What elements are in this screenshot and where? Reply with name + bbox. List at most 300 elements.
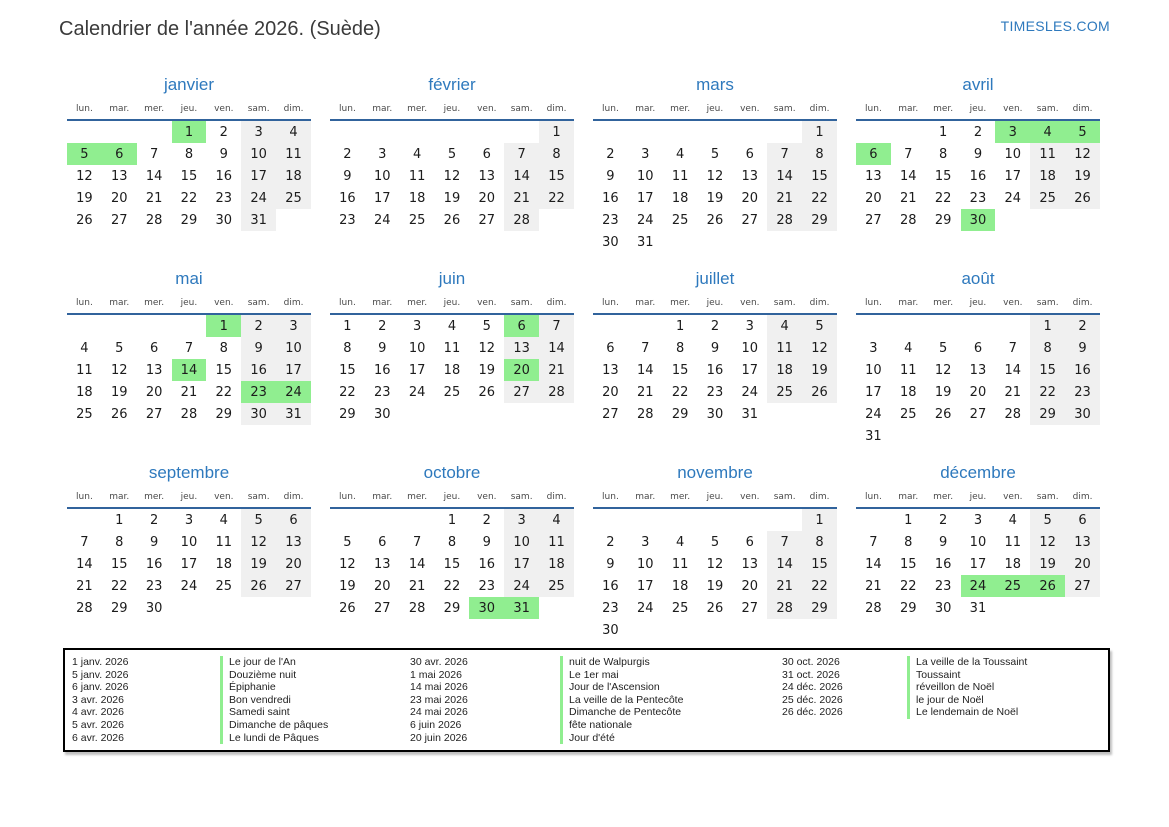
day-cell: 13	[110, 168, 128, 184]
legend-date: 5 janv. 2026	[72, 668, 129, 681]
empty-cell	[767, 120, 802, 143]
day-cell: 6	[149, 340, 159, 356]
weekday-header: ven.	[1003, 298, 1023, 308]
legend-label: nuit de Walpurgis	[560, 656, 782, 669]
day-cell: 17	[636, 578, 654, 594]
weekday-header: ven.	[214, 104, 234, 114]
empty-cell	[698, 508, 733, 531]
empty-cell	[400, 403, 435, 425]
empty-cell	[435, 120, 470, 143]
week-row	[593, 619, 837, 641]
week-row	[593, 231, 837, 253]
day-cell: 20	[276, 553, 311, 575]
weekday-header: jeu.	[969, 492, 987, 502]
months-grid	[67, 75, 1100, 657]
day-cell: 11	[76, 362, 93, 378]
day-cell: 30	[469, 597, 504, 619]
week-row	[856, 337, 1100, 359]
day-cell: 23	[1065, 381, 1100, 403]
day-cell: 17	[1004, 168, 1022, 184]
weekday-header: sam.	[1036, 104, 1059, 114]
day-cell: 4	[1008, 512, 1017, 528]
day-cell: 6	[745, 534, 754, 550]
week-row	[593, 165, 837, 187]
weekday-header: dim.	[1072, 104, 1093, 114]
day-cell: 1	[802, 120, 837, 143]
empty-cell	[856, 120, 891, 143]
day-cell: 6	[745, 146, 754, 162]
day-cell: 5	[67, 143, 102, 165]
week-row	[593, 209, 837, 231]
day-cell: 22	[1030, 381, 1065, 403]
empty-cell	[961, 314, 996, 337]
day-cell: 10	[504, 531, 539, 553]
day-cell: 6	[606, 340, 615, 356]
day-cell: 20	[741, 190, 759, 206]
day-cell: 3	[641, 146, 650, 162]
day-cell: 22	[802, 575, 837, 597]
legend-label: Bon vendredi	[220, 694, 410, 707]
day-cell: 29	[802, 597, 837, 619]
day-cell: 29	[215, 406, 233, 422]
day-cell: 25	[215, 578, 233, 594]
day-cell: 5	[710, 534, 720, 550]
day-cell: 2	[606, 146, 615, 162]
day-cell: 22	[539, 187, 574, 209]
day-cell: 11	[1030, 143, 1065, 165]
month-calendar	[593, 295, 837, 425]
day-cell: 5	[482, 318, 491, 334]
day-cell: 16	[215, 168, 233, 184]
day-cell: 10	[865, 362, 882, 378]
day-cell: 10	[373, 168, 391, 184]
empty-cell	[1030, 209, 1065, 231]
day-cell: 28	[539, 381, 574, 403]
weekday-header: lun.	[76, 492, 93, 502]
day-cell: 11	[539, 531, 574, 553]
empty-cell	[767, 231, 802, 253]
day-cell: 30	[1065, 403, 1100, 425]
day-cell: 16	[934, 556, 952, 572]
day-cell: 23	[969, 190, 987, 206]
day-cell: 23	[602, 600, 619, 616]
day-cell: 16	[373, 362, 391, 378]
day-cell: 7	[412, 534, 422, 550]
day-cell: 30	[215, 212, 233, 228]
day-cell: 7	[904, 146, 913, 162]
legend-label: fête nationale	[560, 719, 782, 732]
empty-cell	[469, 120, 504, 143]
weekday-header: mer.	[670, 104, 691, 114]
weekday-header: dim.	[1072, 298, 1093, 308]
site-link[interactable]: TIMESLES.COM	[1000, 18, 1110, 34]
day-cell: 17	[636, 190, 654, 206]
day-cell: 27	[865, 212, 882, 228]
day-cell: 1	[115, 512, 124, 528]
day-cell: 29	[899, 600, 917, 616]
day-cell: 21	[636, 384, 654, 400]
week-row	[67, 359, 311, 381]
day-cell: 1	[343, 318, 352, 334]
day-cell: 13	[373, 556, 391, 572]
month-title: mai	[175, 269, 203, 288]
legend-date: 26 déc. 2026	[782, 706, 843, 719]
day-cell: 6	[482, 146, 491, 162]
day-cell: 30	[961, 209, 996, 231]
day-cell: 23	[339, 212, 356, 228]
day-cell: 30	[602, 622, 619, 638]
weekday-header: ven.	[214, 492, 234, 502]
day-cell: 5	[115, 340, 124, 356]
empty-cell	[469, 403, 504, 425]
day-cell: 5	[1065, 120, 1100, 143]
weekday-header: dim.	[283, 298, 304, 308]
day-cell: 10	[1004, 146, 1022, 162]
legend-date: 25 déc. 2026	[782, 693, 843, 706]
weekday-header: jeu.	[706, 298, 724, 308]
weekday-header: dim.	[546, 492, 567, 502]
day-cell: 28	[180, 406, 198, 422]
day-cell: 14	[767, 553, 802, 575]
week-row	[856, 143, 1100, 165]
day-cell: 18	[671, 578, 689, 594]
day-cell: 9	[973, 146, 983, 162]
day-cell: 20	[602, 384, 619, 400]
day-cell: 7	[504, 143, 539, 165]
week-row	[330, 337, 574, 359]
month-title: août	[961, 269, 995, 288]
month-calendar	[67, 489, 311, 619]
day-cell: 10	[741, 340, 759, 356]
empty-cell	[628, 508, 663, 531]
empty-cell	[628, 619, 663, 641]
day-cell: 25	[408, 212, 426, 228]
day-cell: 20	[969, 384, 987, 400]
legend-date: 30 avr. 2026	[410, 656, 468, 668]
month-title: mars	[696, 75, 734, 94]
legend-label: Le lendemain de Noël	[907, 706, 1101, 719]
empty-cell	[767, 508, 802, 531]
day-cell: 16	[1065, 359, 1100, 381]
day-cell: 26	[706, 212, 724, 228]
week-row	[330, 314, 574, 337]
day-cell: 24	[636, 600, 654, 616]
empty-cell	[1030, 425, 1065, 447]
empty-cell	[663, 508, 698, 531]
weekday-header: sam.	[510, 104, 533, 114]
empty-cell	[698, 619, 733, 641]
week-row	[856, 209, 1100, 231]
weekday-header: jeu.	[706, 104, 724, 114]
day-cell: 14	[899, 168, 917, 184]
legend-label: Dimanche de Pentecôte	[560, 706, 782, 719]
day-cell: 14	[865, 556, 882, 572]
day-cell: 15	[443, 556, 461, 572]
day-cell: 13	[865, 168, 882, 184]
day-cell: 12	[706, 556, 724, 572]
weekday-header: lun.	[76, 104, 93, 114]
empty-cell	[137, 120, 172, 143]
weekday-header: jeu.	[443, 492, 461, 502]
day-cell: 27	[373, 600, 391, 616]
weekday-header-row	[593, 489, 837, 508]
day-cell: 24	[373, 212, 391, 228]
empty-cell	[539, 209, 574, 231]
day-cell: 13	[741, 556, 759, 572]
day-cell: 9	[606, 556, 615, 572]
week-row	[67, 337, 311, 359]
day-cell: 19	[706, 578, 724, 594]
month-title: avril	[962, 75, 994, 94]
empty-cell	[732, 619, 767, 641]
day-cell: 18	[76, 384, 93, 400]
month-calendar	[330, 489, 574, 619]
day-cell: 16	[478, 556, 496, 572]
empty-cell	[802, 619, 837, 641]
day-cell: 1	[539, 120, 574, 143]
legend-label: Le lundi de Pâques	[220, 732, 410, 745]
weekday-header: lun.	[339, 104, 356, 114]
week-row	[330, 575, 574, 597]
empty-cell	[102, 314, 137, 337]
month-calendar	[856, 101, 1100, 231]
empty-cell	[856, 314, 891, 337]
week-row	[67, 553, 311, 575]
empty-cell	[961, 425, 996, 447]
day-cell: 26	[706, 600, 724, 616]
day-cell: 19	[110, 384, 128, 400]
legend-label: Jour d'été	[560, 732, 782, 745]
day-cell: 28	[767, 597, 802, 619]
day-cell: 26	[478, 384, 496, 400]
day-cell: 26	[1065, 187, 1100, 209]
empty-cell	[767, 619, 802, 641]
day-cell: 2	[606, 534, 615, 550]
day-cell: 15	[110, 556, 128, 572]
day-cell: 8	[938, 146, 948, 162]
day-cell: 4	[80, 340, 89, 356]
legend-date: 24 déc. 2026	[782, 681, 843, 694]
weekday-header: lun.	[865, 104, 882, 114]
day-cell: 27	[741, 600, 759, 616]
empty-cell	[435, 403, 470, 425]
day-cell: 26	[339, 600, 356, 616]
day-cell: 29	[110, 600, 128, 616]
day-cell: 17	[373, 190, 391, 206]
empty-cell	[1065, 597, 1100, 619]
day-cell: 12	[339, 556, 356, 572]
week-row	[330, 597, 574, 619]
day-cell: 6	[276, 508, 311, 531]
empty-cell	[593, 508, 628, 531]
day-cell: 29	[671, 406, 689, 422]
day-cell: 28	[408, 600, 426, 616]
day-cell: 13	[145, 362, 163, 378]
day-cell: 17	[180, 556, 198, 572]
month-title: octobre	[423, 463, 481, 482]
day-cell: 10	[408, 340, 426, 356]
day-cell: 26	[443, 212, 461, 228]
empty-cell	[67, 120, 102, 143]
empty-cell	[891, 314, 926, 337]
legend-label: Le 1er mai	[560, 669, 782, 682]
weekday-header: mer.	[407, 298, 428, 308]
day-cell: 27	[602, 406, 619, 422]
day-cell: 12	[1030, 531, 1065, 553]
legend-column	[410, 656, 782, 750]
month-décembre	[856, 463, 1100, 657]
day-cell: 25	[995, 575, 1030, 597]
weekday-header: mer.	[933, 298, 954, 308]
weekday-header: dim.	[546, 104, 567, 114]
legend-date: 1 mai 2026	[410, 668, 462, 681]
day-cell: 16	[602, 190, 619, 206]
page-title: Calendrier de l'année 2026. (Suède)	[59, 18, 381, 40]
empty-cell	[995, 425, 1030, 447]
weekday-header: sam.	[510, 298, 533, 308]
weekday-header: mar.	[109, 492, 130, 502]
weekday-header: mer.	[670, 492, 691, 502]
day-cell: 22	[339, 384, 356, 400]
day-cell: 1	[938, 124, 948, 140]
week-row	[67, 187, 311, 209]
day-cell: 15	[802, 553, 837, 575]
weekday-header: sam.	[1036, 298, 1059, 308]
day-cell: 29	[339, 406, 356, 422]
weekday-header-row	[330, 101, 574, 120]
day-cell: 14	[636, 362, 654, 378]
day-cell: 16	[706, 362, 724, 378]
weekday-header: sam.	[1036, 492, 1059, 502]
day-cell: 18	[767, 359, 802, 381]
day-cell: 22	[934, 190, 952, 206]
day-cell: 15	[671, 362, 689, 378]
day-cell: 5	[343, 534, 352, 550]
day-cell: 23	[934, 578, 952, 594]
empty-cell	[628, 314, 663, 337]
day-cell: 18	[899, 384, 917, 400]
day-cell: 3	[869, 340, 878, 356]
week-row	[856, 553, 1100, 575]
day-cell: 2	[482, 512, 491, 528]
day-cell: 9	[343, 168, 352, 184]
day-cell: 8	[184, 146, 194, 162]
empty-cell	[593, 120, 628, 143]
weekday-header: jeu.	[969, 104, 987, 114]
day-cell: 2	[149, 512, 159, 528]
day-cell: 15	[934, 168, 952, 184]
legend-date: 5 avr. 2026	[72, 718, 124, 731]
day-cell: 3	[241, 120, 276, 143]
day-cell: 15	[899, 556, 917, 572]
weekday-header: dim.	[809, 492, 830, 502]
day-cell: 7	[767, 531, 802, 553]
empty-cell	[995, 314, 1030, 337]
legend-date: 4 avr. 2026	[72, 706, 124, 719]
day-cell: 6	[1065, 508, 1100, 531]
day-cell: 7	[641, 340, 650, 356]
day-cell: 13	[969, 362, 987, 378]
day-cell: 6	[102, 143, 137, 165]
day-cell: 15	[802, 165, 837, 187]
day-cell: 23	[706, 384, 724, 400]
day-cell: 20	[478, 190, 496, 206]
day-cell: 31	[241, 209, 276, 231]
day-cell: 17	[969, 556, 987, 572]
day-cell: 24	[636, 212, 654, 228]
day-cell: 11	[899, 362, 917, 378]
legend-label: Toussaint	[907, 669, 1101, 682]
weekday-header: dim.	[283, 104, 304, 114]
day-cell: 13	[478, 168, 496, 184]
empty-cell	[995, 597, 1030, 619]
day-cell: 18	[539, 553, 574, 575]
day-cell: 21	[539, 359, 574, 381]
day-cell: 18	[1030, 165, 1065, 187]
day-cell: 11	[767, 337, 802, 359]
day-cell: 24	[276, 381, 311, 403]
day-cell: 7	[1008, 340, 1017, 356]
week-row	[856, 575, 1100, 597]
day-cell: 9	[938, 534, 948, 550]
day-cell: 10	[969, 534, 987, 550]
day-cell: 23	[602, 212, 619, 228]
day-cell: 5	[938, 340, 948, 356]
day-cell: 12	[76, 168, 93, 184]
day-cell: 22	[443, 578, 461, 594]
weekday-header: mer.	[407, 104, 428, 114]
month-title: février	[428, 75, 476, 94]
day-cell: 2	[1065, 314, 1100, 337]
day-cell: 28	[636, 406, 654, 422]
day-cell: 8	[802, 531, 837, 553]
weekday-header-row	[67, 489, 311, 508]
day-cell: 24	[241, 187, 276, 209]
day-cell: 3	[995, 120, 1030, 143]
empty-cell	[1065, 425, 1100, 447]
weekday-header: sam.	[247, 104, 270, 114]
week-row	[593, 143, 837, 165]
day-cell: 23	[241, 381, 276, 403]
week-row	[856, 508, 1100, 531]
empty-cell	[663, 231, 698, 253]
day-cell: 1	[802, 508, 837, 531]
day-cell: 26	[802, 381, 837, 403]
day-cell: 8	[802, 143, 837, 165]
weekday-header: ven.	[740, 492, 760, 502]
day-cell: 18	[671, 190, 689, 206]
weekday-header: ven.	[740, 298, 760, 308]
day-cell: 24	[865, 406, 882, 422]
day-cell: 27	[504, 381, 539, 403]
week-row	[593, 120, 837, 143]
day-cell: 13	[276, 531, 311, 553]
month-title: janvier	[163, 75, 215, 94]
empty-cell	[365, 120, 400, 143]
weekday-header: jeu.	[180, 298, 198, 308]
day-cell: 27	[145, 406, 163, 422]
day-cell: 10	[636, 556, 654, 572]
day-cell: 12	[1065, 143, 1100, 165]
day-cell: 24	[961, 575, 996, 597]
day-cell: 6	[973, 340, 983, 356]
weekday-header: ven.	[477, 492, 497, 502]
day-cell: 12	[241, 531, 276, 553]
day-cell: 14	[767, 165, 802, 187]
day-cell: 24	[504, 575, 539, 597]
weekday-header: jeu.	[443, 298, 461, 308]
day-cell: 1	[206, 314, 241, 337]
